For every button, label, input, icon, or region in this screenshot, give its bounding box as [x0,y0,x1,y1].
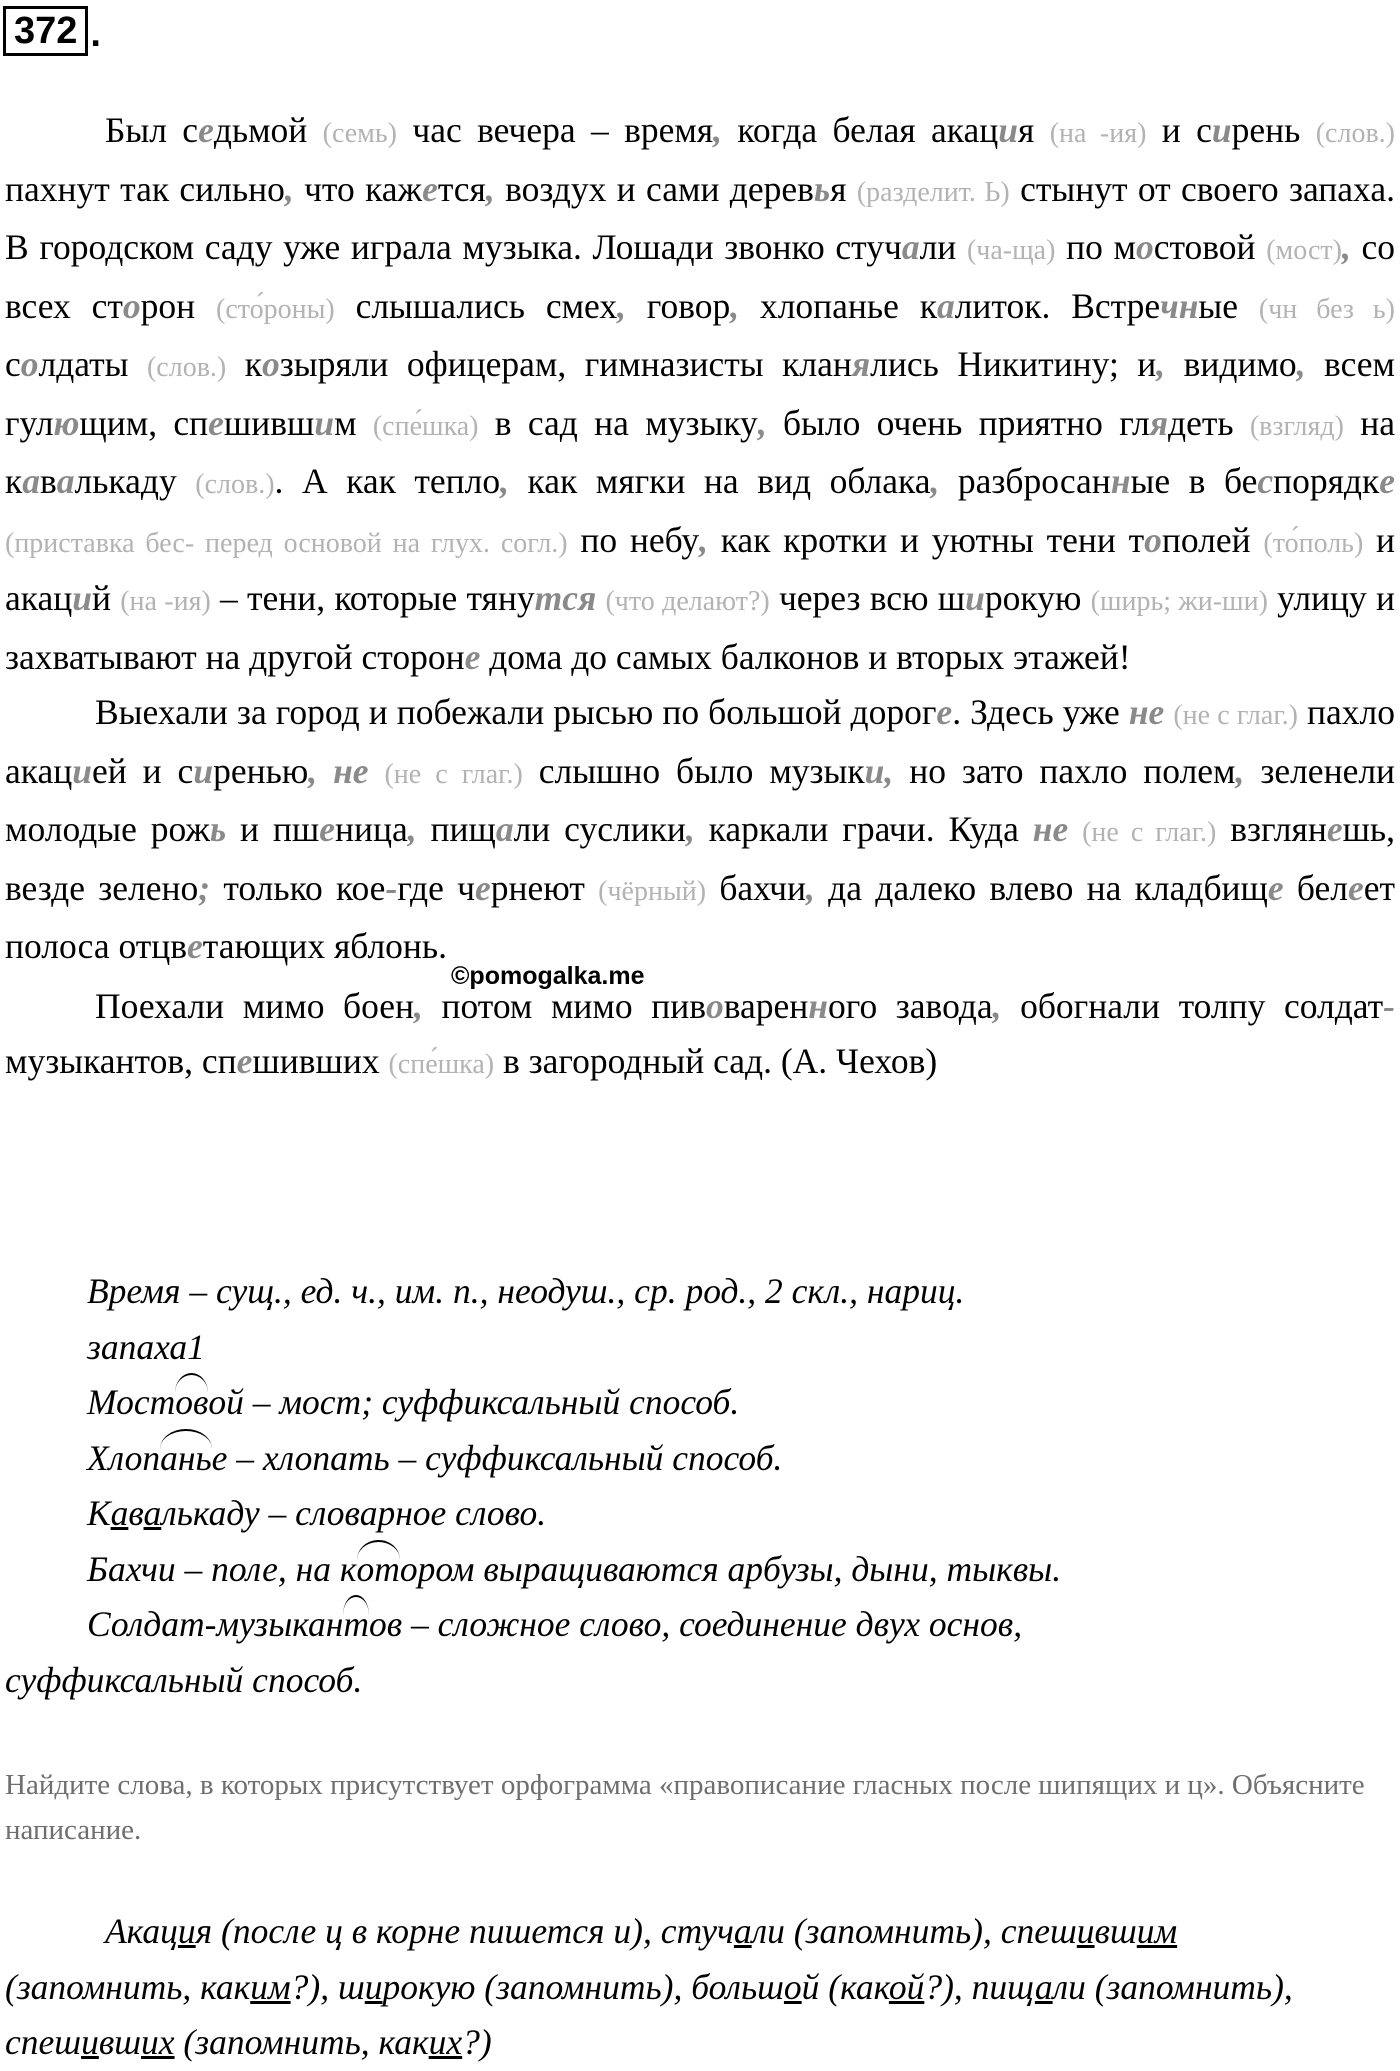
exercise-number: 372 . [3,6,101,56]
analysis-line: Хлопанье – хлопать – суффиксальный способ. [5,1431,1395,1487]
analysis-line: запаха1 [87,1326,205,1367]
suffix-arc: т [343,1597,369,1653]
suffix-arc: ань [160,1431,212,1487]
analysis-line: Солдат-музыкантов – сложное слово, соединение двух основ, [5,1597,1395,1653]
word-analysis [5,1264,1395,1708]
task-prompt: Найдите слова, в которых присутствует орфограмма «правописание гласных после шипящих и ц». Объясните написание. [5,1769,1365,1846]
paragraph-3: Поехали мимо боен, потом мимо пивоваренного завода, обогнали толпу солдат-музыкантов, спешивших (спе́шка) в загородный сад. (А. Чехов) [5,985,1395,1081]
analysis-line: Мостовой – мост; суффиксальный способ. [5,1375,1395,1431]
paragraph-2: Выехали за город и побежали рысью по большой дороге. Здесь уже не (не с глаг.) пахло акацией и сиренью, не (не с глаг.) слышно было музыки, но зато пахло полем, зеленели молодые рожь и пшеница, пищали суслики, каркали грачи. Куда не (не с глаг.) взглянешь, везде зелено; только кое-где чернеют (чёрный) бахчи, да далеко влево на кладбище белеет полоса отцветающих $яблонь._{©pomogalka.me}$ [5,692,1396,990]
exercise-text [5,103,1395,1093]
watermark: ©pomogalka.me [451,962,645,990]
exercise-number-box: 372 [3,6,88,56]
suffix-arc: от [357,1542,400,1598]
analysis-line: суффиксальный способ. [5,1659,363,1700]
task-answer: Акация (после ц в корне пишется и), стучали (запомнить), спешившим (запомнить, каким?), широкую (запомнить), большой (какой?), пищали (запомнить), спешивших (запомнить, каких?) [5,1911,1293,2062]
analysis-line: Кавалькаду – словарное слово. [87,1493,547,1533]
analysis-line: Бахчи – поле, на котором выращиваются арбузы, дыни, тыквы. [5,1542,1395,1598]
paragraph-1: Был седьмой (семь) час вечера – время, когда белая акация (на -ия) и сирень (слов.) пахнут так сильно, что кажется, воздух и сами деревья (разделит. Ь) стынут от своего запаха. В городском саду уже играла музыка. Лошади звонко стучали (ча-ща) по мостовой (мост), со всех сторон (сто́роны) слышались смех, говор, хлопанье калиток. Встречные (чн без ь) солдаты (слов.) козыряли офицерам, гимназисты кланялись Никитину; и, видимо, всем гулющим, спешившим (спе́шка) в сад на музыку, было очень приятно глядеть (взгляд) на кавалькаду (слов.). А как тепло, как мягки на вид облака, разбросанные в беспорядке (приставка бес- перед основой на глух. согл.) по небу, как кротки и уютны тени тополей (то́поль) и акаций (на -ия) – тени, которые тянутся (что делают?) через всю широкую (ширь; жи-ши) улицу и захватывают на другой стороне дома до самых балконов и вторых этажей! [5,110,1396,677]
suffix-arc: ов [175,1375,208,1431]
analysis-line: Время – сущ., ед. ч., им. п., неодуш., ср. род., 2 скл., нариц. [87,1271,965,1311]
